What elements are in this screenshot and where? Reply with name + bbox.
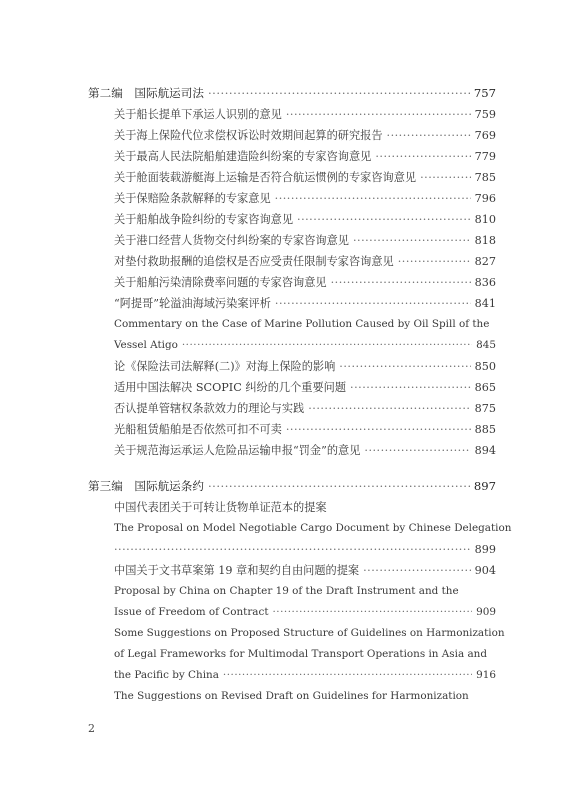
page-ref: 845 [476, 339, 496, 351]
entry-title: 关于最高人民法院船舶建造险纠纷案的专家咨询意见 [114, 150, 372, 163]
leader-dots [286, 104, 471, 125]
toc-entry [88, 251, 496, 272]
toc-entry [88, 419, 496, 440]
entry-title-en: The Proposal on Model Negotiable Cargo Document by Chinese Delegation [114, 522, 512, 534]
toc-entry [88, 497, 496, 518]
toc-entry-en-line [88, 335, 496, 356]
entry-title: 关于保赔险条款解释的专家意见 [114, 192, 271, 205]
part-3-section [88, 476, 512, 707]
toc-entry [88, 560, 496, 581]
page-ref: 850 [474, 360, 496, 373]
page-number: 2 [88, 722, 95, 735]
entry-title: 关于船舶战争险纠纷的专家咨询意见 [114, 213, 294, 226]
toc-entry-en-line [88, 623, 505, 644]
toc-entry-en-line [88, 644, 496, 665]
leader-dots [182, 335, 472, 356]
entry-title: 关于船长提单下承运人识别的意见 [114, 108, 282, 121]
entry-title: 中国代表团关于可转让货物单证范本的提案 [114, 501, 327, 514]
page-ref: 909 [476, 606, 496, 618]
toc-entry-en-line [88, 314, 496, 335]
toc-entry-en-line [88, 602, 496, 623]
page-ref: 841 [474, 297, 496, 310]
toc-entry [88, 230, 496, 251]
leader-dots [273, 602, 473, 623]
leader-dots [308, 398, 470, 419]
page-ref: 818 [474, 234, 496, 247]
toc-entry [88, 125, 496, 146]
part-2-section [88, 83, 496, 461]
page-ref: 904 [474, 564, 496, 577]
part-title: 第二编 国际航运司法 [88, 86, 204, 100]
toc-entry [88, 293, 496, 314]
toc-entry [88, 167, 496, 188]
entry-title-line-1: Some Suggestions on Proposed Structure of Guidelines on Harmonization [114, 627, 505, 639]
toc-entry [88, 209, 496, 230]
entry-title: 论《保险法司法解释(二)》对海上保险的影响 [114, 360, 336, 373]
entry-title-line-3: the Pacific by China [114, 669, 219, 681]
page-ref: 796 [474, 192, 496, 205]
page-ref: 894 [474, 444, 496, 457]
entry-title: “阿提哥”轮溢油海域污染案评析 [114, 297, 271, 310]
entry-title: 中国关于文书草案第 19 章和契约自由问题的提案 [114, 564, 360, 577]
entry-title: 光船租赁船舶是否依然可扣不可卖 [114, 423, 282, 436]
page-ref: 865 [474, 381, 496, 394]
leader-dots [398, 251, 471, 272]
toc-entry-en-line [88, 686, 496, 707]
page-ref: 827 [474, 255, 496, 268]
leader-dots [208, 83, 470, 104]
leader-dots [420, 167, 471, 188]
toc-entry [88, 377, 496, 398]
entry-title: 适用中国法解决 SCOPIC 纠纷的几个重要问题 [114, 381, 347, 394]
toc-entry-part-2 [88, 83, 496, 104]
entry-title: 关于船舶污染清除费率问题的专家咨询意见 [114, 276, 327, 289]
leader-dots [208, 476, 470, 497]
leader-dots [353, 230, 471, 251]
leader-dots [387, 125, 471, 146]
toc-entry [88, 398, 496, 419]
leader-dots [331, 272, 471, 293]
entry-title: 关于规范海运承运人危险品运输申报“罚金”的意见 [114, 444, 361, 457]
entry-title-line-2: Vessel Atigo [114, 339, 178, 351]
page-ref: 885 [474, 423, 496, 436]
toc-entry-page-line [88, 539, 496, 560]
page-ref: 810 [474, 213, 496, 226]
toc-entry-en-line [88, 581, 496, 602]
leader-dots [339, 356, 470, 377]
toc-entry-en-line [88, 518, 512, 539]
entry-title: 对垫付救助报酬的追偿权是否应受责任限制专家咨询意见 [114, 255, 394, 268]
leader-dots [223, 665, 472, 686]
part-title: 第三编 国际航运条约 [88, 479, 204, 493]
entry-title-line-1: The Suggestions on Revised Draft on Guidelines for Harmonization [114, 690, 469, 702]
leader-dots [297, 209, 471, 230]
leader-dots [275, 293, 471, 314]
page-ref: 875 [474, 402, 496, 415]
page-ref: 769 [474, 129, 496, 142]
toc-entry-en-line [88, 665, 496, 686]
entry-title-line-1: Commentary on the Case of Marine Pollution Caused by Oil Spill of the [114, 318, 490, 330]
leader-dots [350, 377, 471, 398]
toc-entry-part-3 [88, 476, 496, 497]
page-ref: 916 [476, 669, 496, 681]
leader-dots [275, 188, 471, 209]
entry-title: 关于海上保险代位求偿权诉讼时效期间起算的研究报告 [114, 129, 383, 142]
entry-title: 关于港口经营人货物交付纠纷案的专家咨询意见 [114, 234, 349, 247]
toc-entry [88, 440, 496, 461]
page-ref: 836 [474, 276, 496, 289]
toc-entry [88, 356, 496, 377]
page-ref: 785 [474, 171, 496, 184]
page-ref: 779 [474, 150, 496, 163]
entry-title-line-1: Proposal by China on Chapter 19 of the Draft Instrument and the [114, 585, 459, 597]
leader-dots [375, 146, 470, 167]
leader-dots [114, 539, 471, 560]
leader-dots [286, 419, 471, 440]
entry-title-line-2: Issue of Freedom of Contract [114, 606, 269, 618]
page-ref: 759 [474, 108, 496, 121]
page-ref: 899 [474, 543, 496, 556]
toc-entry [88, 146, 496, 167]
page-ref: 757 [473, 86, 496, 100]
entry-title: 关于舱面装载游艇海上运输是否符合航运惯例的专家咨询意见 [114, 171, 417, 184]
toc-entry [88, 104, 496, 125]
toc-entry [88, 188, 496, 209]
entry-title: 否认提单管辖权条款效力的理论与实践 [114, 402, 305, 415]
page-ref: 897 [473, 479, 496, 493]
leader-dots [364, 440, 470, 461]
toc-entry [88, 272, 496, 293]
entry-title-line-2: of Legal Frameworks for Multimodal Transport Operations in Asia and [114, 648, 487, 660]
leader-dots [363, 560, 471, 581]
